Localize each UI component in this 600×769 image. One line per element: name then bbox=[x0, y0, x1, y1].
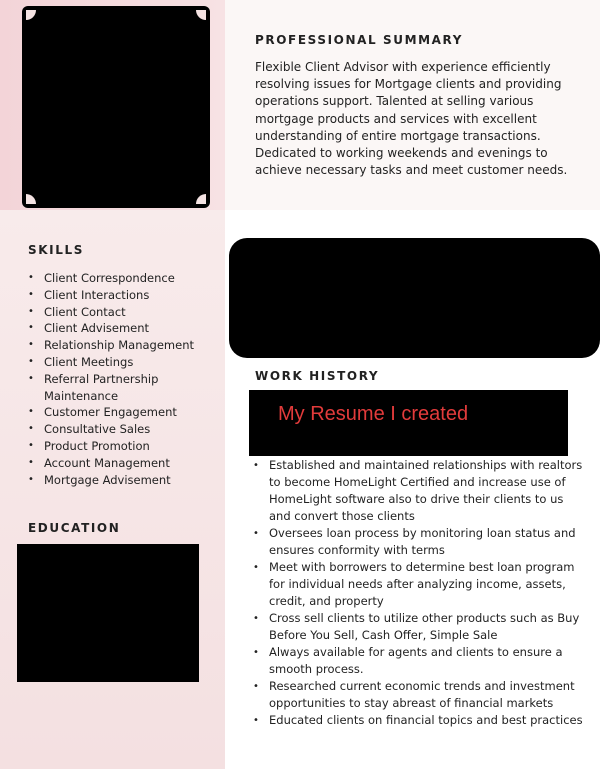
skill-item: • Client Interactions bbox=[28, 287, 223, 304]
work-item: • Established and maintained relationships with realtors to become HomeLight Certified and increase use of HomeLight software also to drive their clients to us and convert those clients bbox=[253, 457, 583, 525]
work-item: • Researched current economic trends and investment opportunities to stay abreast of financial markets bbox=[253, 678, 583, 712]
banner-text: My Resume I created bbox=[278, 403, 469, 425]
skill-item: • Client Meetings bbox=[28, 354, 223, 371]
skill-item: • Referral Partnership Maintenance bbox=[28, 371, 223, 405]
skill-item: • Relationship Management bbox=[28, 337, 223, 354]
photo-corner bbox=[26, 10, 36, 20]
work-item: • Educated clients on financial topics and best practices bbox=[253, 712, 583, 729]
skill-item: • Client Contact bbox=[28, 304, 223, 321]
skill-item: • Product Promotion bbox=[28, 438, 223, 455]
work-item: • Oversees loan process by monitoring loan status and ensures conformity with terms bbox=[253, 525, 583, 559]
work-item: • Always available for agents and clients to ensure a smooth process. bbox=[253, 644, 583, 678]
summary-text: Flexible Client Advisor with experience efficiently resolving issues for Mortgage clients and providing operations support. Talented at selling various mortgage products and services with excellent understanding of entire mortgage transactions. Dedicated to working weekends and evenings to achieve necessary tasks and meet customer needs. bbox=[255, 60, 568, 178]
work-item: • Meet with borrowers to determine best loan program for individual needs after analyzing income, assets, credit, and property bbox=[253, 559, 583, 610]
work-history-list bbox=[253, 457, 583, 729]
skills-list bbox=[28, 270, 223, 488]
education-redacted bbox=[17, 544, 199, 682]
job-title-banner bbox=[249, 390, 568, 456]
profile-photo-redacted bbox=[22, 6, 210, 208]
skills-heading: SKILLS bbox=[28, 243, 84, 257]
skill-item: • Customer Engagement bbox=[28, 404, 223, 421]
skill-item: • Account Management bbox=[28, 455, 223, 472]
education-heading: EDUCATION bbox=[28, 521, 121, 535]
work-history-heading: WORK HISTORY bbox=[255, 369, 380, 383]
skill-item: • Client Advisement bbox=[28, 320, 223, 337]
summary-heading: PROFESSIONAL SUMMARY bbox=[255, 33, 464, 47]
photo-corner bbox=[196, 194, 206, 204]
contact-redacted bbox=[229, 238, 600, 358]
photo-corner bbox=[196, 10, 206, 20]
skill-item: • Consultative Sales bbox=[28, 421, 223, 438]
skill-item: • Mortgage Advisement bbox=[28, 472, 223, 489]
skill-item: • Client Correspondence bbox=[28, 270, 223, 287]
photo-corner bbox=[26, 194, 36, 204]
work-item: • Cross sell clients to utilize other products such as Buy Before You Sell, Cash Offer, Simple Sale bbox=[253, 610, 583, 644]
